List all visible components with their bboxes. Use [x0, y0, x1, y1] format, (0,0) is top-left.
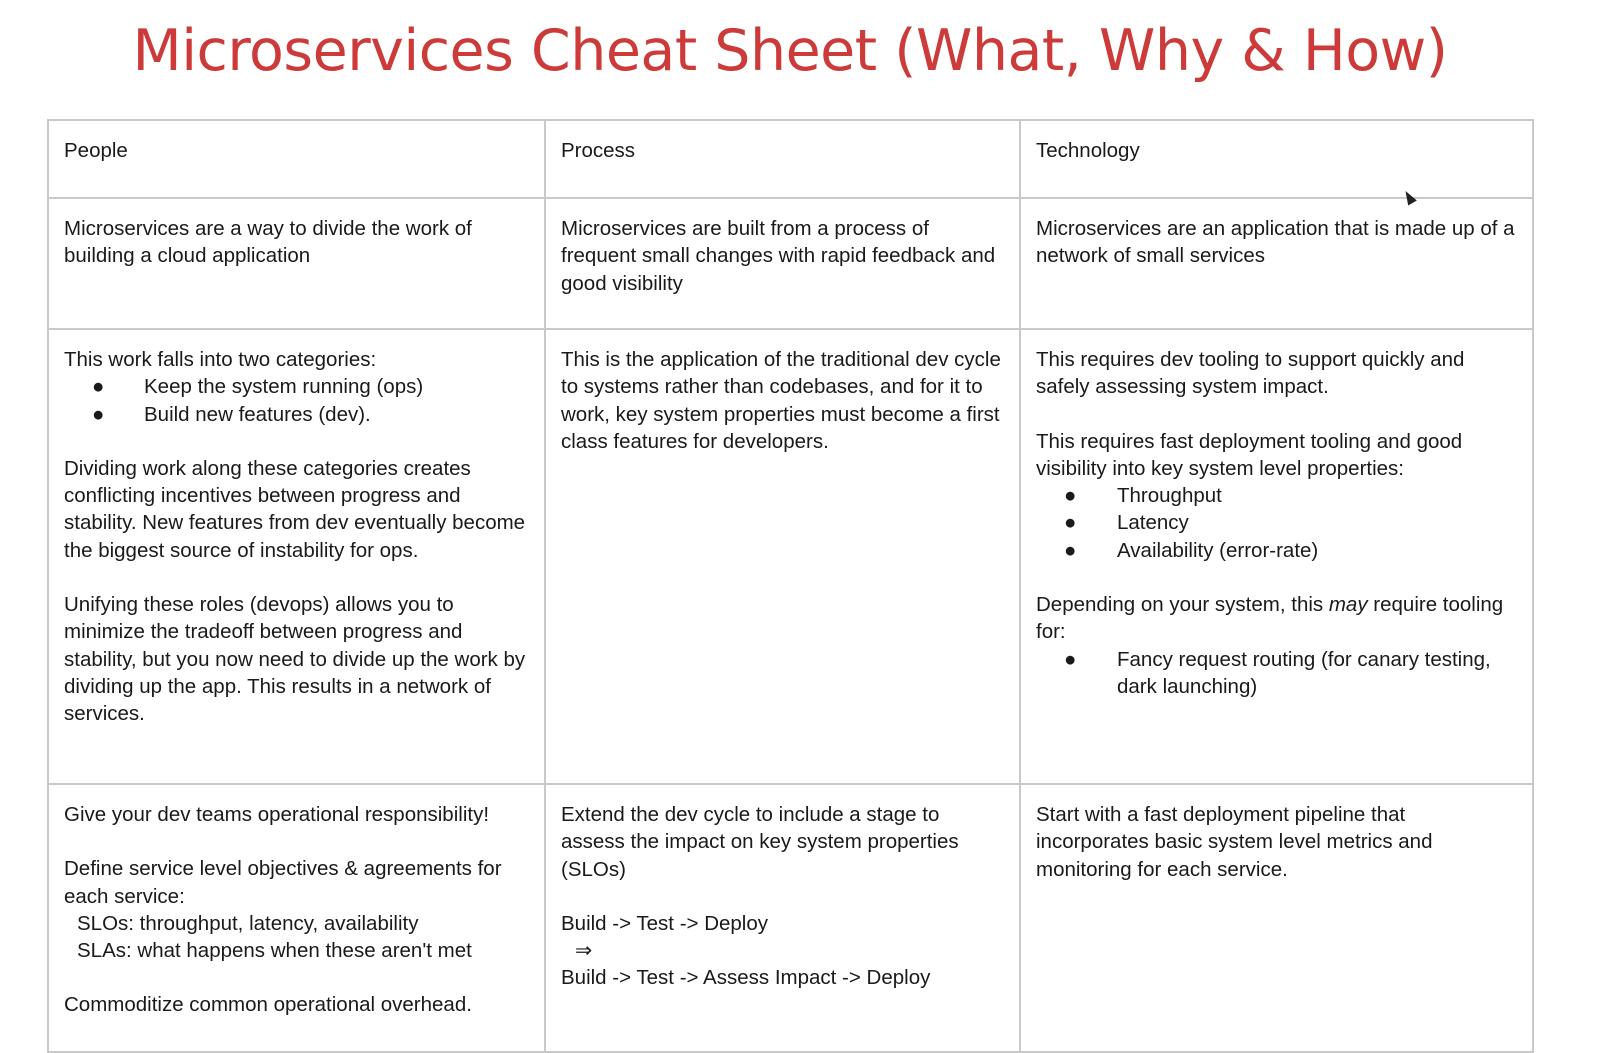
list-item [1036, 537, 1518, 564]
list-item [1036, 509, 1518, 536]
technology-why-cell [1020, 329, 1533, 784]
bullet-icon: ● [92, 402, 105, 426]
cheat-sheet-table [47, 119, 1534, 1053]
header-technology: Technology [1020, 120, 1533, 198]
people-why-para2: Unifying these roles (devops) allows you to minimize the tradeoff between progress and stability, but you now need to divide up the work by dividing up the app. This results in a network of services. [64, 593, 526, 726]
bullet-text: Keep the system running (ops) [144, 375, 424, 399]
bullet-text: Latency [1117, 511, 1189, 535]
bullet-icon: ● [1064, 484, 1077, 508]
people-how-line3: Commoditize common operational overhead. [64, 993, 472, 1017]
header-process: Process [545, 120, 1020, 198]
bullet-icon: ● [1064, 538, 1077, 562]
technology-why-bullets [1036, 482, 1518, 564]
people-how-cell [48, 784, 545, 1052]
people-why-para1: Dividing work along these categories creates conflicting incentives between progress and stability. New features from dev eventually become the biggest source of instability for ops. [64, 456, 526, 562]
bullet-icon: ● [92, 375, 105, 399]
list-item [64, 401, 530, 428]
technology-why-para3: Depending on your system, this may require tooling for: [1036, 593, 1504, 644]
technology-why-para1: This requires dev tooling to support quickly and safely assessing system impact. [1036, 348, 1465, 399]
people-how-slas: SLAs: what happens when these aren't met [77, 939, 472, 963]
list-item [64, 373, 530, 400]
bullet-icon: ● [1064, 511, 1077, 535]
people-how-slos: SLOs: throughput, latency, availability [77, 911, 419, 935]
bullet-icon: ● [1064, 647, 1077, 671]
people-how-line1: Give your dev teams operational responsibility! [64, 803, 490, 826]
people-what-cell: Microservices are a way to divide the work of building a cloud application [48, 198, 545, 329]
technology-how-cell: Start with a fast deployment pipeline that incorporates basic system level metrics and monitoring for each service. [1020, 784, 1533, 1052]
bullet-text: Build new features (dev). [144, 402, 371, 426]
header-people: People [48, 120, 545, 198]
why-row [48, 329, 1533, 784]
process-how-cell [545, 784, 1020, 1052]
people-why-intro: This work falls into two categories: [64, 348, 377, 371]
list-item [1036, 482, 1518, 509]
people-why-cell [48, 329, 545, 784]
bullet-text: Fancy request routing (for canary testing, dark launching) [1117, 647, 1491, 698]
bullet-text: Availability (error-rate) [1117, 538, 1319, 562]
page-title: Microservices Cheat Sheet (What, Why & How) [132, 18, 1448, 84]
how-row [48, 784, 1533, 1052]
what-row [48, 198, 1533, 329]
list-item [1036, 646, 1518, 701]
technology-why-bullets2 [1036, 646, 1518, 701]
bullet-text: Throughput [1117, 484, 1222, 508]
process-what-cell: Microservices are built from a process of frequent small changes with rapid feedback and good visibility [545, 198, 1020, 329]
process-why-cell: This is the application of the traditional dev cycle to systems rather than codebases, and for it to work, key system properties must become a first class features for developers. [545, 329, 1020, 784]
process-how-flow1: Build -> Test -> Deploy [561, 911, 769, 935]
emphasis-may: may [1328, 593, 1368, 617]
implies-arrow-icon: ⇒ [575, 939, 593, 963]
process-how-line1: Extend the dev cycle to include a stage to assess the impact on key system properties (SLOs) [561, 803, 959, 881]
people-how-line2: Define service level objectives & agreements for each service: [64, 857, 502, 908]
technology-why-para2: This requires fast deployment tooling and good visibility into key system level properties: [1036, 429, 1463, 480]
people-why-bullets [64, 373, 530, 428]
process-how-flow2: Build -> Test -> Assess Impact -> Deploy [561, 966, 931, 990]
header-row [48, 120, 1533, 198]
technology-what-cell: Microservices are an application that is made up of a network of small services [1020, 198, 1533, 329]
